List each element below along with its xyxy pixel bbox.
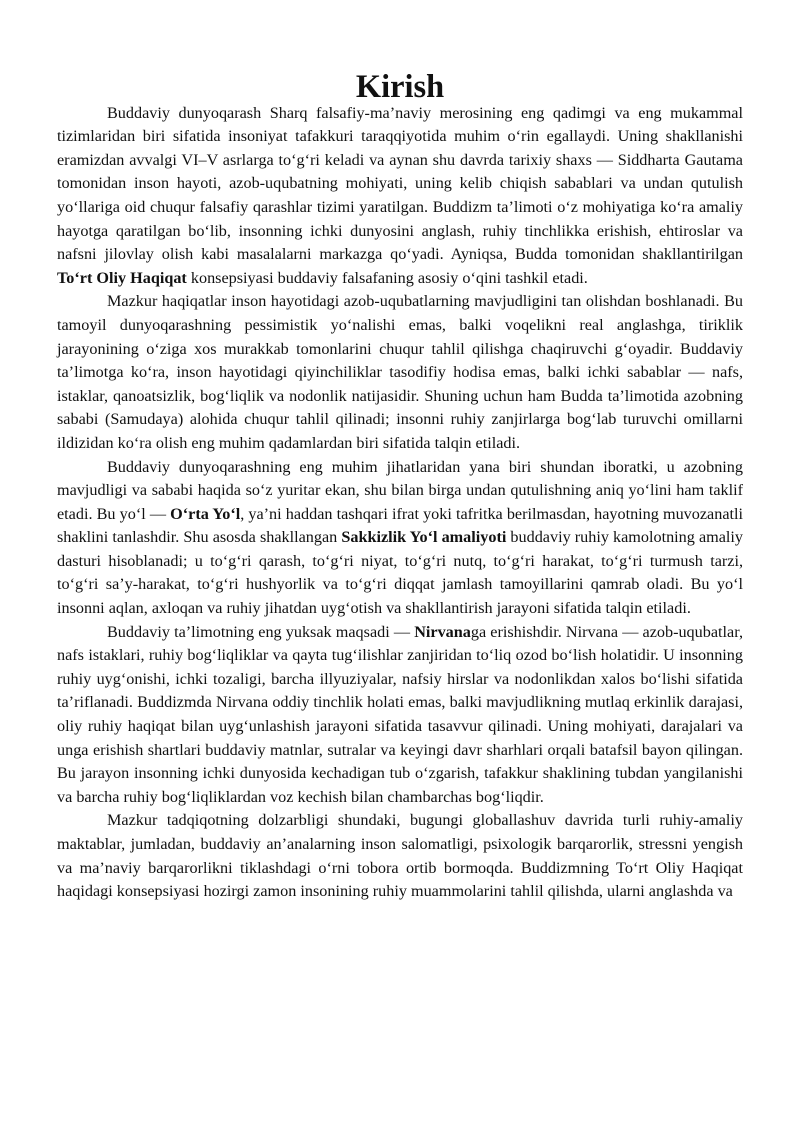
paragraph-2 [57, 290, 743, 455]
text-run: Buddaviy ta’limotning eng yuksak maqsadi — [107, 622, 415, 641]
paragraph-3 [57, 456, 743, 621]
bold-term: O‘rta Yo‘l [170, 504, 241, 523]
paragraph-1 [57, 102, 743, 291]
text-run: Mazkur haqiqatlar inson hayotidagi azob-uqubatlarning mavjudligini tan olishdan boshlanadi. Bu tamoyil dunyoqarashning pessimistik yo‘nalishi emas, balki voqelikni real anglashga, tiriklik jarayonining o‘ziga xos murakkab tomonlarini chuqur tahlil qilishga chaqiruvchi g‘oyadir. Buddaviy ta’limotga ko‘ra, inson hayotidagi qiyinchiliklar tasodifiy hodisa emas, balki ichki sabablar — nafs, istaklar, qanoatsizlik, bog‘liqlik va nodonlik natijasidir. Shuning uchun ham Budda ta’limotida azobning sababi (Samudaya) alohida chuqur tahlil qilinadi; insonni ruhiy zanjirlarga bog‘lab turuvchi omillarni ildizidan ko‘ra olish eng muhim qadamlardan biri sifatida talqin etiladi. [57, 292, 743, 452]
text-run: konsepsiyasi buddaviy falsafaning asosiy o‘qini tashkil etadi. [186, 268, 588, 287]
bold-term: Nirvana [414, 622, 471, 641]
text-run: Buddaviy dunyoqarash Sharq falsafiy-ma’naviy merosining eng qadimgi va eng mukammal tizimlaridan biri sifatida insoniyat tafakkuri taraqqiyotida muhim o‘rin egallaydi. Uning shakllanishi eramizdan avvalgi VI–V asrlarga to‘g‘ri keladi va aynan shu davrda tarixiy shaxs — Siddharta Gautama tomonidan inson hayoti, azob-uqubatning mohiyati, uning kelib chiqish sabablari va undan qutulish yo‘llariga oid chuqur falsafiy qarashlar tizimi yaratilgan. Buddizm ta’limoti o‘z mohiyatiga ko‘ra amaliy hayotga qaratilgan bo‘lib, insonning ichki dunyosini anglash, ruhiy tinchlikka erishish, ehtiroslar va nafsni jilovlay olish kabi masalalarni markazga qo‘yadi. Ayniqsa, Budda tomonidan shakllantirilgan [57, 103, 743, 264]
text-run: Buddaviy dunyoqarashning eng muhim jihatlaridan yana biri shundan iboratki, u azobning mavjudligi va sababi haqida so‘z yuritar ekan, shu bilan birga undan qutulishning aniq yo‘lini ham taklif etadi. Bu yo‘l — [57, 457, 743, 523]
bold-term: Sakkizlik Yo‘l amaliyoti [341, 528, 507, 547]
text-run: Mazkur tadqiqotning dolzarbligi shundaki, bugungi globallashuv davrida turli ruhiy-amaliy maktablar, jumladan, buddaviy an’analarning inson salomatligi, psixologik barqarorlik, stressni yengish va ma’naviy barqarorlikni tiklashdagi o‘rni tobora ortib bormoqda. Buddizmning To‘rt Oliy Haqiqat haqidagi konsepsiyasi hozirgi zamon insonining ruhiy muammolarini tahlil qilishda, ularni anglashda va [57, 811, 743, 901]
text-run: , ya’ni haddan tashqari ifrat yoki tafritka berilmasdan, hayotning muvozanatli shaklini tanlashdir. Shu asosda shakllangan [57, 504, 743, 547]
text-run: ga erishishdir. Nirvana — azob-uqubatlar, nafs istaklari, ruhiy bog‘liqliklar va qayta tug‘ilishlar zanjiridan to‘liq ozod bo‘lish holatidir. U insonning ruhiy uyg‘onishi, ichki tozaligi, barcha illyuziyalar, nafsiy hirslar va nodonlikdan xalos bo‘lishi sifatida ta’riflanadi. Buddizmda Nirvana oddiy tinchlik holati emas, balki mavjudlikning mutlaq erkinlik darajasi, oliy ruhiy haqiqat bilan uyg‘unlashish jarayoni sifatida tasavvur qilinadi. Uning mohiyati, darajalari va unga erishish shartlari buddaviy matnlar, sutralar va keyingi davr sharhlari orqali batafsil bayon qilingan. Bu jarayon insonning ichki dunyosida kechadigan tub o‘zgarish, tafakkur shaklining tubdan yangilanishi va barcha ruhiy bog‘liqliklardan voz kechish bilan chambarchas bog‘liqdir. [57, 622, 743, 806]
text-run: buddaviy ruhiy kamolotning amaliy dasturi hisoblanadi; u to‘g‘ri qarash, to‘g‘ri niyat, to‘g‘ri nutq, to‘g‘ri harakat, to‘g‘ri turmush tarzi, to‘g‘ri sa’y-harakat, to‘g‘ri hushyorlik va to‘g‘ri diqqat jamlash tamoyillarini qamrab oladi. Bu yo‘l insonni aqlan, axloqan va ruhiy jihatdan uyg‘otish va shakllantirish jarayoni sifatida talqin etiladi. [57, 528, 743, 618]
paragraph-4 [57, 621, 743, 810]
bold-term: To‘rt Oliy Haqiqat [57, 268, 187, 287]
paragraph-5 [57, 809, 743, 903]
document-title: Kirish [355, 69, 445, 105]
